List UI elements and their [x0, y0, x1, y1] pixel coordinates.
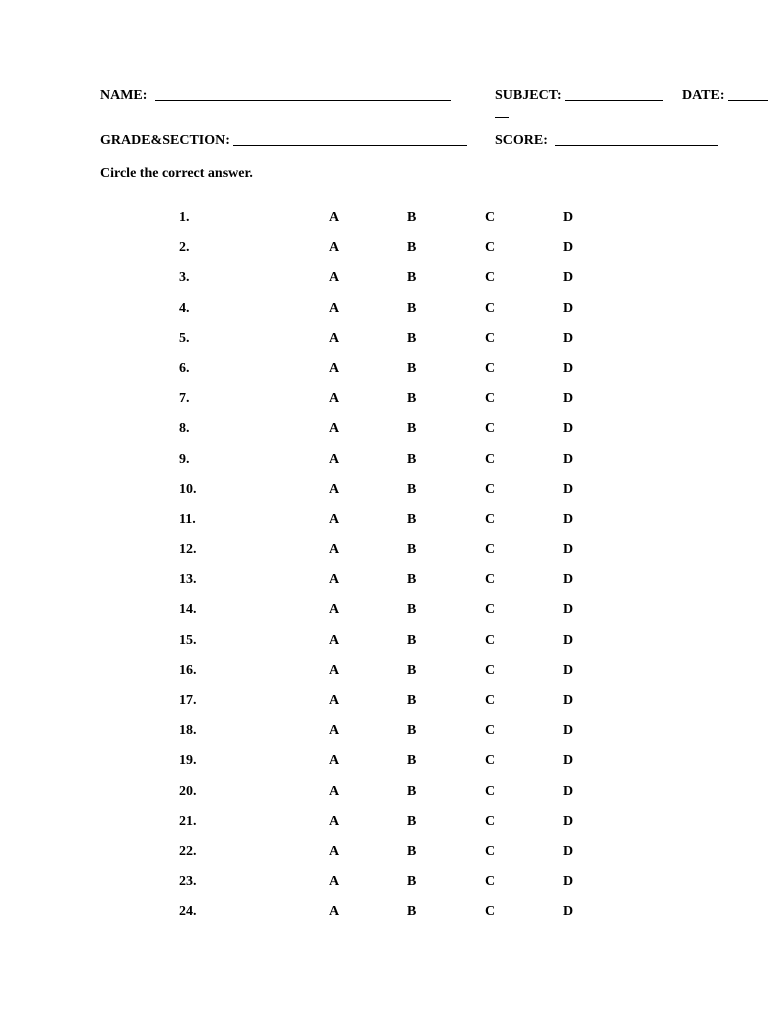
answer-option-d[interactable]: D — [563, 451, 574, 467]
answer-option-c[interactable]: C — [485, 632, 496, 648]
question-row — [0, 753, 768, 783]
question-row — [0, 874, 768, 904]
question-row — [0, 391, 768, 421]
answer-option-b[interactable]: B — [407, 391, 417, 407]
date-blank-line[interactable] — [728, 99, 768, 101]
name-field[interactable] — [100, 88, 451, 104]
answer-option-b[interactable]: B — [407, 481, 417, 497]
question-number: 5. — [179, 330, 190, 346]
subject-blank-line[interactable] — [565, 99, 663, 101]
answer-option-a[interactable]: A — [329, 451, 340, 467]
answer-option-b[interactable]: B — [407, 753, 417, 769]
question-row — [0, 452, 768, 482]
answer-option-d[interactable]: D — [563, 210, 574, 225]
answer-option-d[interactable]: D — [563, 662, 574, 678]
answer-option-b[interactable]: B — [407, 843, 417, 859]
answer-option-d[interactable]: D — [563, 602, 574, 618]
answer-option-d[interactable]: D — [563, 843, 574, 859]
answer-option-c[interactable]: C — [485, 602, 496, 618]
question-row — [0, 904, 768, 934]
answer-option-d[interactable]: D — [563, 874, 574, 890]
score-field[interactable] — [495, 133, 718, 149]
answer-option-b[interactable]: B — [407, 511, 417, 527]
question-number: 20. — [179, 783, 197, 799]
answer-option-d[interactable]: D — [563, 542, 574, 558]
grade-section-blank-line[interactable] — [233, 144, 467, 146]
question-row — [0, 482, 768, 512]
question-number: 8. — [179, 421, 190, 437]
answer-option-c[interactable]: C — [485, 360, 496, 376]
question-number: 18. — [179, 723, 197, 739]
answer-option-a[interactable]: A — [329, 602, 340, 618]
answer-option-b[interactable]: B — [407, 632, 417, 648]
answer-option-b[interactable]: B — [407, 783, 417, 799]
question-row — [0, 331, 768, 361]
answer-option-c[interactable]: C — [485, 481, 496, 497]
answer-option-d[interactable]: D — [563, 240, 574, 256]
answer-option-d[interactable]: D — [563, 330, 574, 346]
answer-option-b[interactable]: B — [407, 421, 417, 437]
question-number: 1. — [179, 210, 190, 225]
answer-option-a[interactable]: A — [329, 874, 340, 890]
answer-option-a[interactable]: A — [329, 270, 340, 286]
date-label: DATE: — [682, 88, 725, 103]
answer-option-c[interactable]: C — [485, 904, 496, 920]
answer-option-c[interactable]: C — [485, 753, 496, 769]
answer-option-a[interactable]: A — [329, 330, 340, 346]
grade-section-label: GRADE&SECTION: — [100, 133, 230, 148]
question-number: 11. — [179, 511, 196, 527]
question-row — [0, 512, 768, 542]
answer-option-a[interactable]: A — [329, 542, 340, 558]
answer-option-a[interactable]: A — [329, 360, 340, 376]
grade-section-field[interactable] — [100, 133, 467, 149]
answer-option-d[interactable]: D — [563, 511, 574, 527]
answer-option-b[interactable]: B — [407, 904, 417, 920]
instruction-text: Circle the correct answer. — [100, 166, 253, 181]
answer-option-b[interactable]: B — [407, 210, 417, 225]
answer-option-c[interactable]: C — [485, 813, 496, 829]
answer-option-b[interactable]: B — [407, 542, 417, 558]
question-number: 13. — [179, 572, 197, 588]
question-number: 16. — [179, 662, 197, 678]
question-number: 15. — [179, 632, 197, 648]
question-row — [0, 240, 768, 270]
answer-option-d[interactable]: D — [563, 904, 574, 920]
answer-option-a[interactable]: A — [329, 481, 340, 497]
answer-option-d[interactable]: D — [563, 481, 574, 497]
subject-label: SUBJECT: — [495, 88, 562, 103]
answer-option-b[interactable]: B — [407, 813, 417, 829]
answer-option-b[interactable]: B — [407, 723, 417, 739]
question-number: 4. — [179, 300, 190, 316]
question-number: 7. — [179, 391, 190, 407]
question-number: 21. — [179, 813, 197, 829]
answer-option-b[interactable]: B — [407, 572, 417, 588]
question-number: 10. — [179, 481, 197, 497]
answer-option-d[interactable]: D — [563, 723, 574, 739]
question-row — [0, 844, 768, 874]
question-number: 17. — [179, 693, 197, 708]
question-row — [0, 542, 768, 572]
answer-option-c[interactable]: C — [485, 572, 496, 588]
answer-option-d[interactable]: D — [563, 391, 574, 407]
question-number: 2. — [179, 240, 190, 256]
answer-option-a[interactable]: A — [329, 511, 340, 527]
answer-option-c[interactable]: C — [485, 723, 496, 739]
question-row — [0, 361, 768, 391]
answer-option-a[interactable]: A — [329, 723, 340, 739]
question-row — [0, 301, 768, 331]
question-number: 22. — [179, 843, 197, 859]
answer-option-d[interactable]: D — [563, 360, 574, 376]
question-row — [0, 814, 768, 844]
answer-option-c[interactable]: C — [485, 240, 496, 256]
answer-option-b[interactable]: B — [407, 451, 417, 467]
question-row — [0, 663, 768, 693]
answer-option-a[interactable]: A — [329, 300, 340, 316]
answer-option-a[interactable]: A — [329, 421, 340, 437]
answer-option-a[interactable]: A — [329, 572, 340, 588]
question-number: 9. — [179, 451, 190, 467]
answer-option-b[interactable]: B — [407, 300, 417, 316]
question-number: 24. — [179, 904, 197, 920]
answer-option-a[interactable]: A — [329, 783, 340, 799]
answer-option-a[interactable]: A — [329, 813, 340, 829]
answer-option-c[interactable]: C — [485, 843, 496, 859]
name-label: NAME: — [100, 88, 148, 103]
answer-option-c[interactable]: C — [485, 783, 496, 799]
question-row — [0, 572, 768, 602]
question-row — [0, 602, 768, 632]
question-row — [0, 633, 768, 663]
score-label: SCORE: — [495, 133, 548, 148]
date-field[interactable] — [682, 88, 768, 104]
answer-option-a[interactable]: A — [329, 240, 340, 256]
answer-option-c[interactable]: C — [485, 542, 496, 558]
answer-option-b[interactable]: B — [407, 693, 417, 708]
answer-option-a[interactable]: A — [329, 632, 340, 648]
date-blank-line-continued — [495, 116, 509, 118]
answer-option-c[interactable]: C — [485, 300, 496, 316]
answer-option-d[interactable]: D — [563, 632, 574, 648]
answer-option-b[interactable]: B — [407, 240, 417, 256]
answer-option-b[interactable]: B — [407, 330, 417, 346]
subject-field[interactable] — [495, 88, 663, 104]
answer-option-b[interactable]: B — [407, 270, 417, 286]
answer-option-d[interactable]: D — [563, 783, 574, 799]
answer-option-a[interactable]: A — [329, 753, 340, 769]
answer-option-c[interactable]: C — [485, 874, 496, 890]
question-row — [0, 270, 768, 300]
answer-option-b[interactable]: B — [407, 662, 417, 678]
question-row — [0, 421, 768, 451]
answer-option-a[interactable]: A — [329, 904, 340, 920]
question-row — [0, 210, 768, 240]
answer-option-a[interactable]: A — [329, 693, 340, 708]
answer-option-b[interactable]: B — [407, 602, 417, 618]
score-blank-line[interactable] — [555, 144, 718, 146]
answer-option-a[interactable]: A — [329, 662, 340, 678]
question-row — [0, 784, 768, 814]
answer-option-c[interactable]: C — [485, 330, 496, 346]
answer-option-c[interactable]: C — [485, 451, 496, 467]
answer-option-c[interactable]: C — [485, 693, 496, 708]
question-number: 6. — [179, 360, 190, 376]
question-number: 23. — [179, 874, 197, 890]
answer-option-a[interactable]: A — [329, 210, 340, 225]
answer-option-c[interactable]: C — [485, 421, 496, 437]
question-number: 12. — [179, 542, 197, 558]
answer-option-d[interactable]: D — [563, 572, 574, 588]
answer-option-d[interactable]: D — [563, 753, 574, 769]
answer-option-c[interactable]: C — [485, 511, 496, 527]
answer-option-d[interactable]: D — [563, 300, 574, 316]
answer-option-c[interactable]: C — [485, 662, 496, 678]
answer-option-d[interactable]: D — [563, 421, 574, 437]
question-number: 14. — [179, 602, 197, 618]
answer-option-c[interactable]: C — [485, 210, 496, 225]
answer-option-d[interactable]: D — [563, 693, 574, 708]
answer-option-a[interactable]: A — [329, 843, 340, 859]
question-number: 3. — [179, 270, 190, 286]
answer-option-d[interactable]: D — [563, 270, 574, 286]
answer-option-a[interactable]: A — [329, 391, 340, 407]
answer-option-d[interactable]: D — [563, 813, 574, 829]
answer-option-c[interactable]: C — [485, 391, 496, 407]
name-blank-line[interactable] — [155, 99, 451, 101]
question-row — [0, 693, 768, 723]
question-number: 19. — [179, 753, 197, 769]
answer-option-c[interactable]: C — [485, 270, 496, 286]
answer-option-b[interactable]: B — [407, 360, 417, 376]
question-row — [0, 723, 768, 753]
answer-list — [0, 210, 768, 935]
answer-option-b[interactable]: B — [407, 874, 417, 890]
